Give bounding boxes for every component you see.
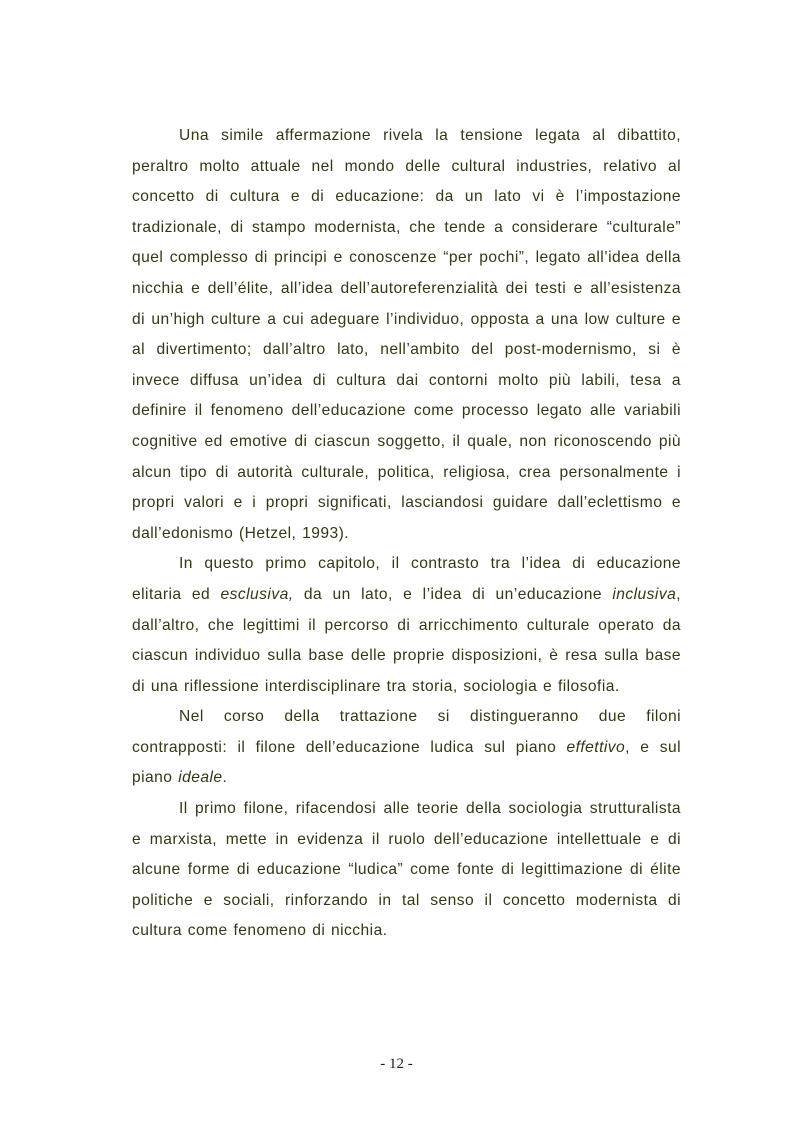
- paragraph-2-italic-esclusiva: esclusiva,: [220, 585, 294, 603]
- paragraph-1-segment-1: Una simile affermazione rivela la tensione legata al dibattito, peraltro molto attuale nel mondo delle cultural industries, relativo al concetto di cultura e di educazione: da un lato vi è l’impostazione tradizionale, di stampo modernista, che tende a considerare “culturale” quel complesso di principi e conoscenze “per pochi”, legato all’idea della nicchia e dell’élite, all’idea dell’autoreferenzialità dei testi e all’esistenza di un’high culture a cui adeguare l’individuo, opposta a una low culture e al divertimento; dall’altro lato, nell’ambito del post-modernismo, si è invece diffusa un’idea di cultura dai contorni molto più labili, tesa a definire il fenomeno dell’educazione come processo legato alle variabili cognitive ed emotive di ciascun soggetto, il quale, non riconoscendo più alcun tipo di autorità culturale, politica, religiosa, crea personalmente i propri valori e i propri significati, lasciandosi guidare dall’eclettismo e dall’edonismo (Hetzel, 1993).: [132, 127, 681, 542]
- paragraph-3-segment-1: Nel corso della trattazione si distingueranno due filoni contrapposti: il filone dell’educazione ludica sul piano: [132, 708, 681, 756]
- paragraph-4: [132, 794, 681, 947]
- paragraph-4-segment-1: Il primo filone, rifacendosi alle teorie della sociologia strutturalista e marxista, mette in evidenza il ruolo dell’educazione intellettuale e di alcune forme di educazione “ludica” come fonte di legittimazione di élite politiche e sociali, rinforzando in tal senso il concetto modernista di cultura come fenomeno di nicchia.: [132, 800, 681, 940]
- paragraph-3-segment-5: .: [222, 769, 228, 787]
- paragraph-2-segment-5: , dall’altro, che legittimi il percorso di arricchimento culturale operato da ciascun individuo sulla base delle proprie disposizioni, è resa sulla base di una riflessione interdisciplinare tra storia, sociologia e filosofia.: [132, 585, 681, 695]
- paragraph-2: [132, 549, 681, 702]
- paragraph-3: [132, 702, 681, 794]
- paragraph-2-segment-3: da un lato, e l’idea di un’educazione: [293, 585, 613, 603]
- page-number: - 12 -: [380, 1056, 413, 1072]
- paragraph-3-italic-ideale: ideale: [178, 769, 223, 787]
- paragraph-2-segment-1: In questo primo capitolo, il contrasto tra l’idea di educazione elitaria ed: [132, 555, 681, 603]
- paragraph-1: [132, 121, 681, 549]
- paragraph-3-italic-effettivo: effettivo: [566, 738, 626, 756]
- body-text: [132, 121, 681, 947]
- paragraph-3-segment-3: , e sul piano: [132, 738, 681, 787]
- paragraph-2-italic-inclusiva: inclusiva: [612, 585, 677, 603]
